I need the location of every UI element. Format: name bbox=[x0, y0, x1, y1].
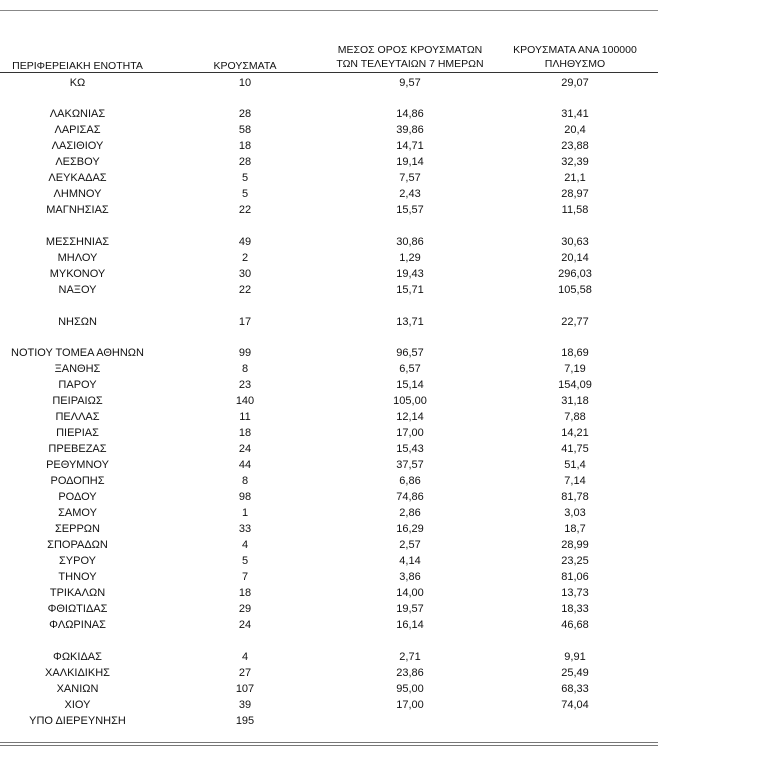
region-cell: ΜΥΚΟΝΟΥ bbox=[49, 268, 106, 280]
region-cell: ΦΘΙΩΤΙΔΑΣ bbox=[47, 603, 108, 615]
region-cell: ΛΑΡΙΣΑΣ bbox=[54, 124, 101, 136]
avg-cell: 2,57 bbox=[399, 539, 421, 551]
avg-cell: 15,57 bbox=[396, 204, 424, 216]
table-row bbox=[0, 506, 660, 520]
header-rule bbox=[0, 72, 658, 73]
region-cell: ΚΩ bbox=[69, 77, 86, 89]
per100k-cell: 41,75 bbox=[561, 443, 589, 455]
avg-cell: 6,86 bbox=[399, 475, 421, 487]
avg-cell: 14,71 bbox=[396, 140, 424, 152]
per100k-cell: 11,58 bbox=[561, 204, 589, 216]
region-cell: ΛΑΚΩΝΙΑΣ bbox=[49, 108, 106, 120]
per100k-cell: 21,1 bbox=[564, 172, 586, 184]
table-row bbox=[0, 203, 660, 217]
table-row bbox=[0, 538, 660, 552]
table-row bbox=[0, 283, 660, 297]
region-cell: ΝΗΣΩΝ bbox=[58, 316, 97, 328]
table-row bbox=[0, 554, 660, 568]
cases-cell: 8 bbox=[241, 475, 249, 487]
region-cell: ΡΟΔΟΥ bbox=[58, 491, 97, 503]
top-rule bbox=[0, 10, 658, 11]
avg-cell: 23,86 bbox=[396, 667, 424, 679]
avg-cell: 74,86 bbox=[396, 491, 424, 503]
cases-cell: 5 bbox=[241, 172, 249, 184]
avg-cell: 14,00 bbox=[396, 587, 424, 599]
table-row bbox=[0, 107, 660, 121]
cases-cell: 4 bbox=[241, 651, 249, 663]
region-cell: ΣΕΡΡΩΝ bbox=[55, 523, 100, 535]
per100k-cell: 31,41 bbox=[561, 108, 589, 120]
per100k-cell: 7,19 bbox=[564, 363, 586, 375]
table-row bbox=[0, 76, 660, 90]
region-cell: ΛΕΣΒΟΥ bbox=[55, 156, 100, 168]
avg-cell: 2,86 bbox=[399, 507, 421, 519]
table-row bbox=[0, 602, 660, 616]
table-row bbox=[0, 139, 660, 153]
cases-cell: 5 bbox=[241, 555, 249, 567]
avg-cell: 2,71 bbox=[399, 651, 421, 663]
cases-cell: 10 bbox=[238, 77, 252, 89]
avg-cell: 17,00 bbox=[396, 699, 424, 711]
per100k-cell: 28,97 bbox=[561, 188, 589, 200]
per100k-cell: 105,58 bbox=[558, 284, 592, 296]
region-cell: ΡΟΔΟΠΗΣ bbox=[50, 475, 105, 487]
cases-cell: 22 bbox=[238, 284, 252, 296]
cases-cell: 29 bbox=[238, 603, 252, 615]
table-row bbox=[0, 474, 660, 488]
header-cases: ΚΡΟΥΣΜΑΤΑ bbox=[213, 60, 277, 72]
per100k-cell: 7,14 bbox=[564, 475, 586, 487]
avg-cell: 7,57 bbox=[399, 172, 421, 184]
table-row bbox=[0, 586, 660, 600]
cases-cell: 99 bbox=[238, 347, 252, 359]
avg-cell: 19,57 bbox=[396, 603, 424, 615]
region-cell: ΠΑΡΟΥ bbox=[58, 379, 97, 391]
avg-cell: 13,71 bbox=[396, 316, 424, 328]
table-row bbox=[0, 171, 660, 185]
header-region: ΠΕΡΙΦΕΡΕΙΑΚΗ ΕΝΟΤΗΤΑ bbox=[12, 60, 143, 72]
region-cell: ΧΑΛΚΙΔΙΚΗΣ bbox=[45, 667, 110, 679]
per100k-cell: 31,18 bbox=[561, 395, 589, 407]
table-row bbox=[0, 362, 660, 376]
region-cell: ΞΑΝΘΗΣ bbox=[54, 363, 101, 375]
region-cell: ΦΩΚΙΔΑΣ bbox=[53, 651, 102, 663]
table-row bbox=[0, 123, 660, 137]
cases-cell: 18 bbox=[238, 140, 252, 152]
cases-cell: 140 bbox=[235, 395, 255, 407]
per100k-cell: 7,88 bbox=[564, 411, 586, 423]
avg-cell: 3,86 bbox=[399, 571, 421, 583]
per100k-cell: 30,63 bbox=[561, 236, 589, 248]
table-row bbox=[0, 394, 660, 408]
region-cell: ΛΑΣΙΘΙΟΥ bbox=[51, 140, 104, 152]
cases-cell: 24 bbox=[238, 443, 252, 455]
table-row bbox=[0, 650, 660, 664]
avg-cell: 105,00 bbox=[393, 395, 427, 407]
table-row bbox=[0, 458, 660, 472]
table-row bbox=[0, 267, 660, 281]
cases-cell: 28 bbox=[238, 156, 252, 168]
per100k-cell: 81,78 bbox=[561, 491, 589, 503]
table-row bbox=[0, 618, 660, 632]
per100k-cell: 14,21 bbox=[561, 427, 589, 439]
table-row bbox=[0, 490, 660, 504]
table-row bbox=[0, 346, 660, 360]
per100k-cell: 23,25 bbox=[561, 555, 589, 567]
cases-cell: 33 bbox=[238, 523, 252, 535]
cases-cell: 8 bbox=[241, 363, 249, 375]
region-cell: ΡΕΘΥΜΝΟΥ bbox=[46, 459, 109, 471]
cases-cell: 195 bbox=[235, 715, 255, 727]
avg-cell: 15,71 bbox=[396, 284, 424, 296]
per100k-cell: 18,33 bbox=[561, 603, 589, 615]
avg-cell: 95,00 bbox=[396, 683, 424, 695]
per100k-cell: 13,73 bbox=[561, 587, 589, 599]
table-row bbox=[0, 714, 660, 728]
region-cell: ΦΛΩΡΙΝΑΣ bbox=[49, 619, 106, 631]
region-cell: ΠΕΛΛΑΣ bbox=[55, 411, 100, 423]
per100k-cell: 296,03 bbox=[558, 268, 592, 280]
avg-cell: 1,29 bbox=[399, 252, 421, 264]
cases-cell: 28 bbox=[238, 108, 252, 120]
per100k-cell: 28,99 bbox=[561, 539, 589, 551]
table-row bbox=[0, 251, 660, 265]
avg-cell: 6,57 bbox=[399, 363, 421, 375]
per100k-cell: 9,91 bbox=[564, 651, 586, 663]
region-cell: ΤΡΙΚΑΛΩΝ bbox=[49, 587, 106, 599]
per100k-cell: 46,68 bbox=[561, 619, 589, 631]
table-row bbox=[0, 666, 660, 680]
avg-cell: 14,86 bbox=[396, 108, 424, 120]
cases-cell: 17 bbox=[238, 316, 252, 328]
header-avg-line1: ΜΕΣΟΣ ΟΡΟΣ ΚΡΟΥΣΜΑΤΩΝ bbox=[337, 44, 483, 56]
table-row bbox=[0, 155, 660, 169]
per100k-cell: 20,14 bbox=[561, 252, 589, 264]
avg-cell: 19,14 bbox=[396, 156, 424, 168]
avg-cell: 17,00 bbox=[396, 427, 424, 439]
region-cell: ΠΡΕΒΕΖΑΣ bbox=[48, 443, 107, 455]
region-cell: ΤΗΝΟΥ bbox=[58, 571, 97, 583]
avg-cell: 4,14 bbox=[399, 555, 421, 567]
per100k-cell: 23,88 bbox=[561, 140, 589, 152]
region-cell: ΧΙΟΥ bbox=[64, 699, 91, 711]
per100k-cell: 32,39 bbox=[561, 156, 589, 168]
region-cell: ΝΑΞΟΥ bbox=[58, 284, 97, 296]
cases-cell: 27 bbox=[238, 667, 252, 679]
per100k-cell: 22,77 bbox=[561, 316, 589, 328]
per100k-cell: 3,03 bbox=[564, 507, 586, 519]
cases-cell: 22 bbox=[238, 204, 252, 216]
region-cell: ΛΗΜΝΟΥ bbox=[53, 188, 102, 200]
table-row bbox=[0, 522, 660, 536]
table-row bbox=[0, 187, 660, 201]
avg-cell: 96,57 bbox=[396, 347, 424, 359]
cases-cell: 98 bbox=[238, 491, 252, 503]
region-cell: ΝΟΤΙΟΥ ΤΟΜΕΑ ΑΘΗΝΩΝ bbox=[11, 347, 144, 359]
avg-cell: 12,14 bbox=[396, 411, 424, 423]
cases-cell: 58 bbox=[238, 124, 252, 136]
per100k-cell: 68,33 bbox=[561, 683, 589, 695]
header-per100k-line1: ΚΡΟΥΣΜΑΤΑ ΑΝΑ 100000 bbox=[513, 44, 637, 56]
cases-cell: 107 bbox=[235, 683, 255, 695]
region-cell: ΧΑΝΙΩΝ bbox=[56, 683, 99, 695]
region-cell: ΥΠΟ ΔΙΕΡΕΥΝΗΣΗ bbox=[29, 715, 126, 727]
cases-cell: 4 bbox=[241, 539, 249, 551]
cases-cell: 18 bbox=[238, 587, 252, 599]
per100k-cell: 29,07 bbox=[561, 77, 589, 89]
per100k-cell: 81,06 bbox=[561, 571, 589, 583]
table-row bbox=[0, 410, 660, 424]
cases-cell: 23 bbox=[238, 379, 252, 391]
per100k-cell: 18,69 bbox=[561, 347, 589, 359]
region-cell: ΣΑΜΟΥ bbox=[58, 507, 97, 519]
cases-cell: 5 bbox=[241, 188, 249, 200]
header-avg-line2: ΤΩΝ ΤΕΛΕΥΤΑΙΩΝ 7 ΗΜΕΡΩΝ bbox=[336, 58, 484, 70]
bottom-rule bbox=[0, 742, 658, 743]
region-cell: ΣΥΡΟΥ bbox=[58, 555, 96, 567]
region-cell: ΠΕΙΡΑΙΩΣ bbox=[52, 395, 103, 407]
region-cell: ΜΑΓΝΗΣΙΑΣ bbox=[46, 204, 109, 216]
cases-cell: 11 bbox=[239, 411, 251, 423]
header-per100k-line2: ΠΛΗΘΥΣΜΟ bbox=[544, 58, 606, 70]
table-row bbox=[0, 426, 660, 440]
per100k-cell: 154,09 bbox=[558, 379, 592, 391]
cases-cell: 39 bbox=[238, 699, 252, 711]
table-row bbox=[0, 235, 660, 249]
per100k-cell: 18,7 bbox=[564, 523, 586, 535]
cases-cell: 49 bbox=[238, 236, 252, 248]
region-cell: ΠΙΕΡΙΑΣ bbox=[56, 427, 99, 439]
cases-cell: 24 bbox=[238, 619, 252, 631]
region-cell: ΣΠΟΡΑΔΩΝ bbox=[47, 539, 108, 551]
avg-cell: 19,43 bbox=[396, 268, 424, 280]
per100k-cell: 51,4 bbox=[564, 459, 586, 471]
avg-cell: 16,14 bbox=[396, 619, 424, 631]
cases-cell: 7 bbox=[241, 571, 249, 583]
table-row bbox=[0, 315, 660, 329]
bottom-rule-double bbox=[0, 745, 658, 746]
region-cell: ΛΕΥΚΑΔΑΣ bbox=[48, 172, 107, 184]
avg-cell: 15,14 bbox=[396, 379, 424, 391]
table-row bbox=[0, 682, 660, 696]
cases-cell: 18 bbox=[238, 427, 252, 439]
avg-cell: 15,43 bbox=[396, 443, 424, 455]
cases-cell: 1 bbox=[241, 507, 249, 519]
per100k-cell: 74,04 bbox=[561, 699, 589, 711]
cases-cell: 2 bbox=[241, 252, 249, 264]
region-cell: ΜΕΣΣΗΝΙΑΣ bbox=[45, 236, 110, 248]
region-cell: ΜΗΛΟΥ bbox=[57, 252, 98, 264]
table-row bbox=[0, 570, 660, 584]
table-row bbox=[0, 442, 660, 456]
table-row bbox=[0, 378, 660, 392]
table-row bbox=[0, 698, 660, 712]
cases-cell: 44 bbox=[238, 459, 252, 471]
avg-cell: 9,57 bbox=[399, 77, 421, 89]
avg-cell: 30,86 bbox=[396, 236, 424, 248]
avg-cell: 39,86 bbox=[396, 124, 424, 136]
per100k-cell: 20,4 bbox=[564, 124, 586, 136]
cases-cell: 30 bbox=[238, 268, 252, 280]
per100k-cell: 25,49 bbox=[561, 667, 589, 679]
avg-cell: 37,57 bbox=[396, 459, 424, 471]
avg-cell: 16,29 bbox=[396, 523, 424, 535]
avg-cell: 2,43 bbox=[399, 188, 421, 200]
